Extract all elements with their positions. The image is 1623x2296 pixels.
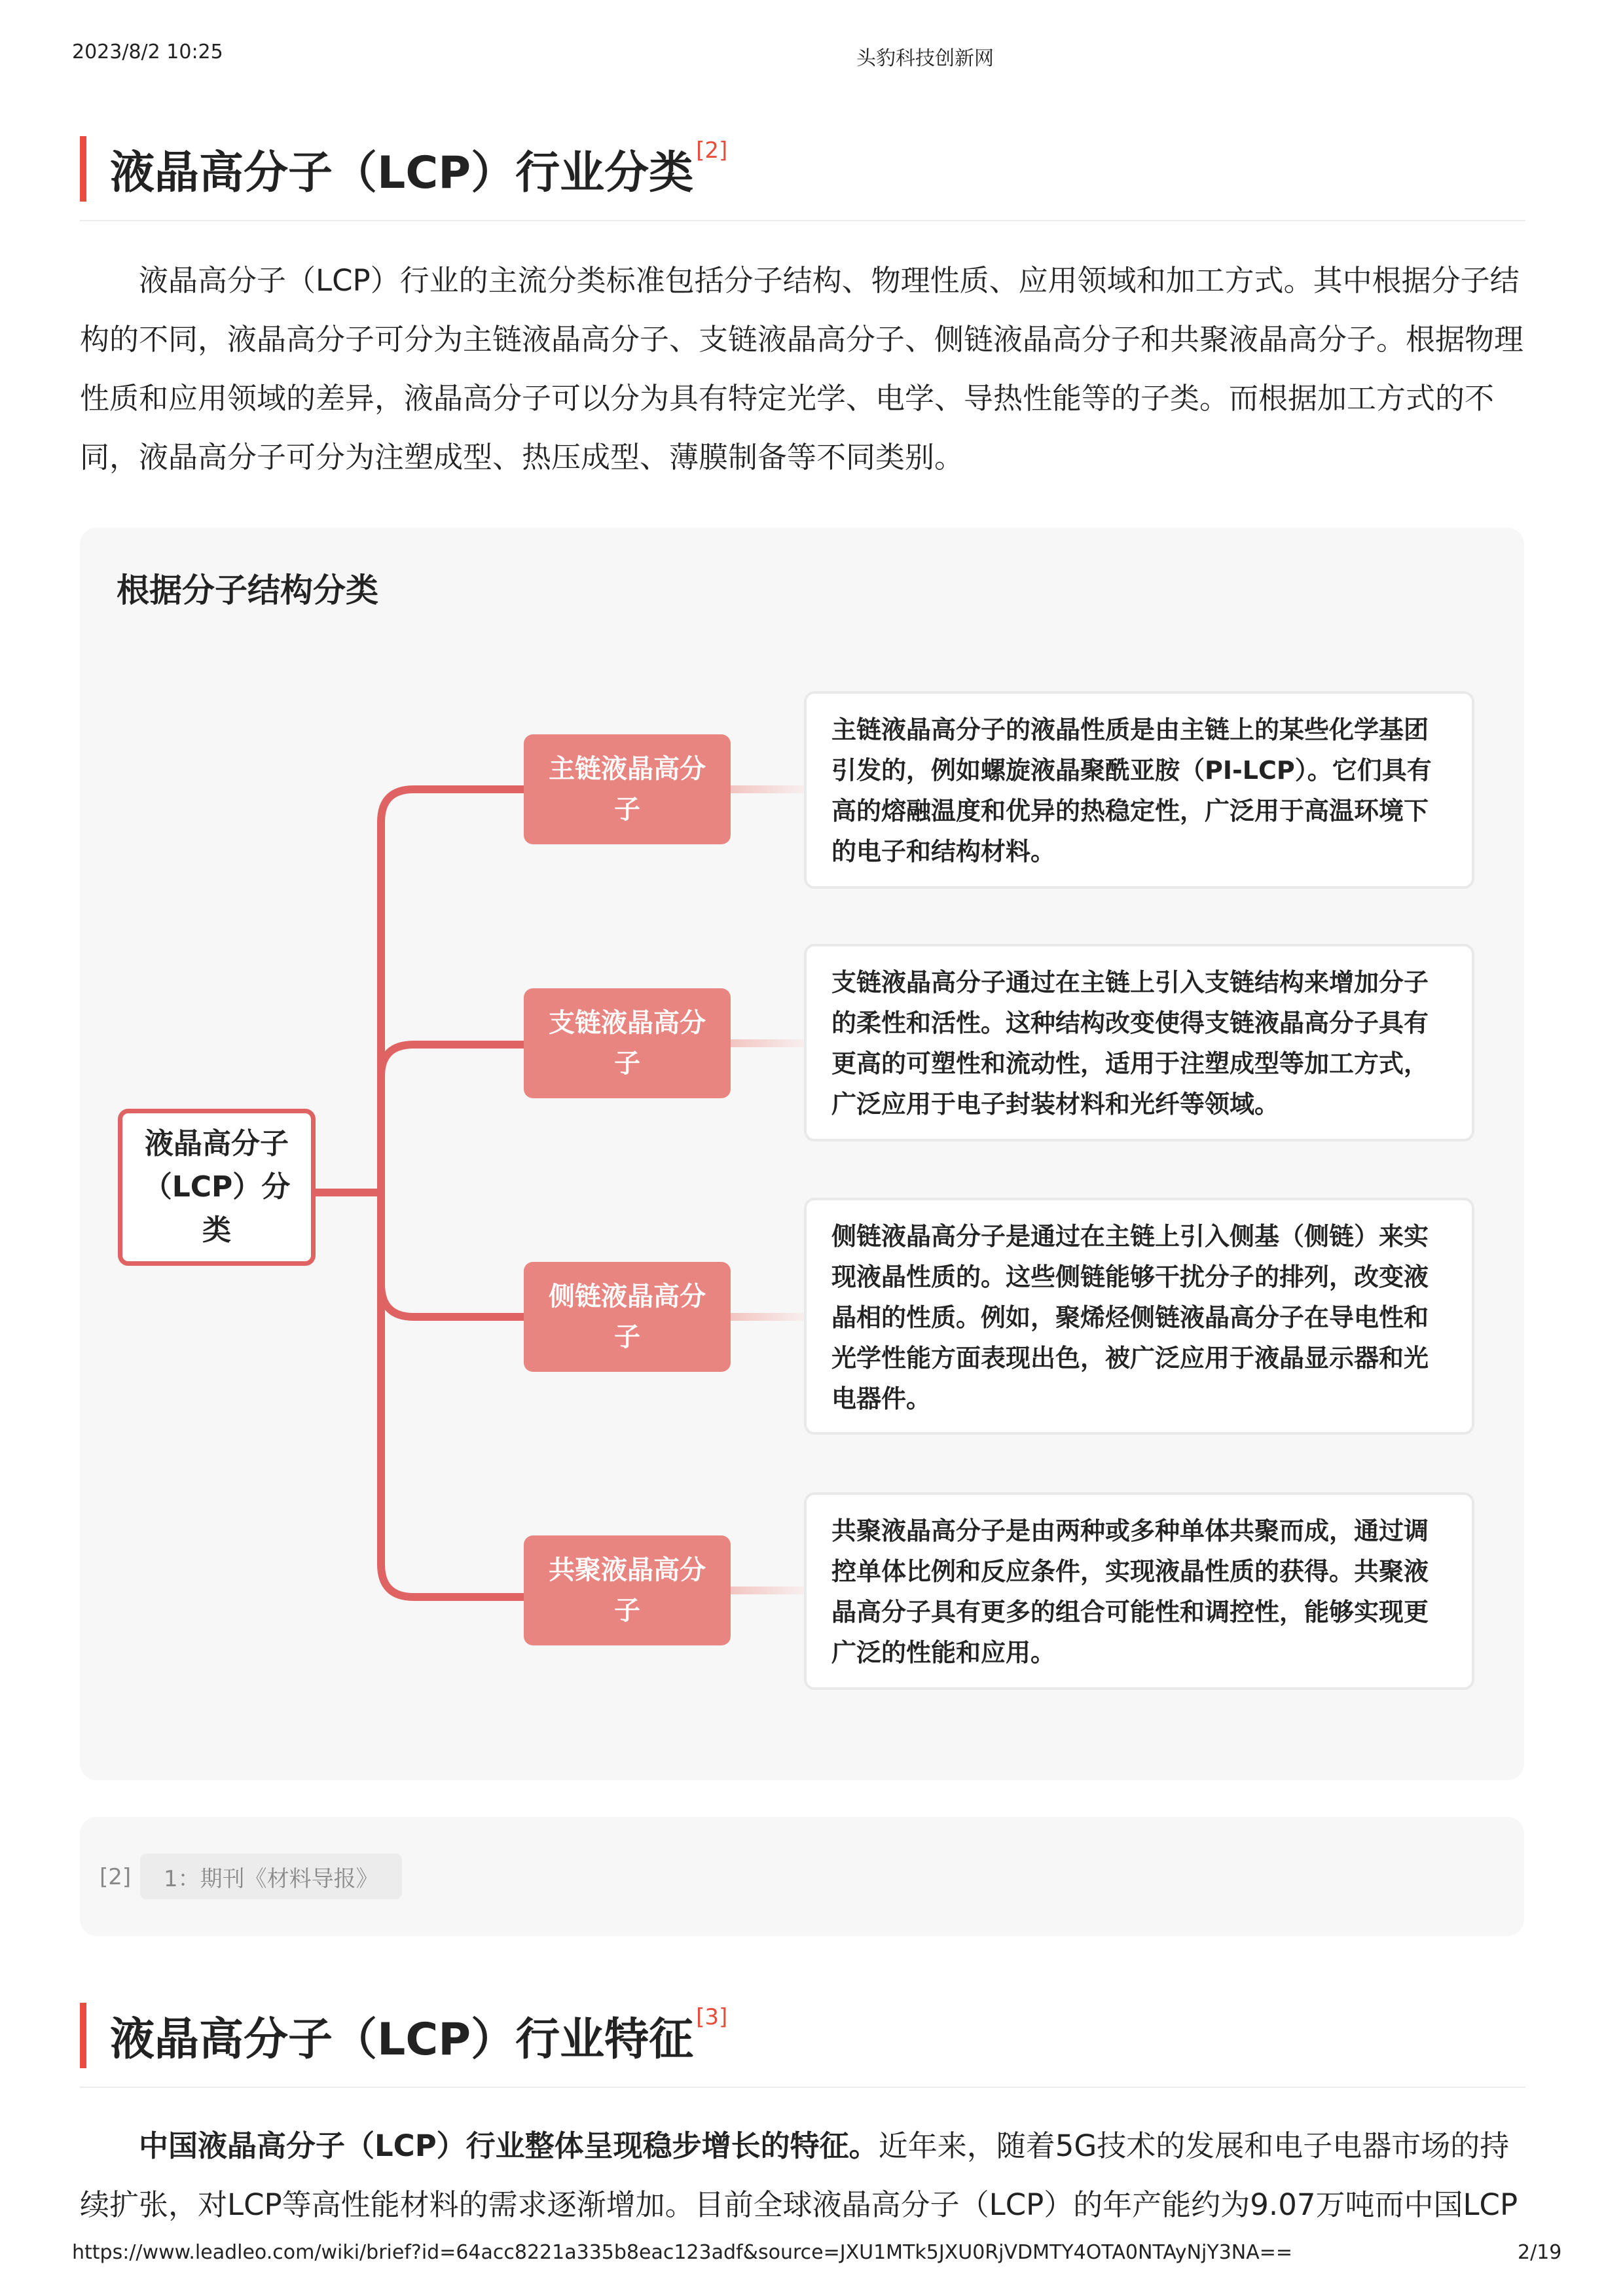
reference-tag: [2] xyxy=(100,1864,132,1890)
section-title-characteristics xyxy=(80,2003,727,2068)
reference-chip[interactable]: 1：期刊《材料导报》 xyxy=(140,1854,402,1899)
branch-connector-3 xyxy=(381,1284,524,1317)
print-timestamp: 2023/8/2 10:25 xyxy=(72,41,223,63)
leaf-connector xyxy=(731,1587,804,1594)
leaf-desc-copolymer: 共聚液晶高分子是由两种或多种单体共聚而成，通过调控单体比例和反应条件，实现液晶性质的获得。共聚液晶高分子具有更多的组合可能性和调控性，能够实现更广泛的性能和应用。 xyxy=(804,1492,1474,1690)
site-name: 头豹科技创新网 xyxy=(856,47,994,70)
citation-link[interactable]: [2] xyxy=(696,137,728,164)
page-number: 2/19 xyxy=(1518,2241,1562,2264)
leaf-connector xyxy=(731,1039,804,1047)
section-title-text: 液晶高分子（LCP）行业分类 xyxy=(110,147,694,199)
footer-url: https://www.leadleo.com/wiki/brief?id=64acc8221a335b8eac123adf&source=JXU1MTk5JXU0RjVDMTY4OTA0NTAyNjY3NA== xyxy=(72,2241,1293,2264)
characteristics-paragraph xyxy=(80,2117,1528,2234)
branch-node-main-chain: 主链液晶高分子 xyxy=(524,734,731,844)
root-node: 液晶高分子（LCP）分类 xyxy=(118,1109,316,1266)
branch-node-side-chain: 侧链液晶高分子 xyxy=(524,1262,731,1372)
branch-node-branched-chain: 支链液晶高分子 xyxy=(524,988,731,1098)
leaf-connector xyxy=(731,1313,804,1321)
section-title-text: 液晶高分子（LCP）行业特征 xyxy=(110,2013,694,2066)
leaf-connector xyxy=(731,785,804,793)
leaf-desc-side-chain: 侧链液晶高分子是通过在主链上引入侧基（侧链）来实现液晶性质的。这些侧链能够干扰分子的排列，改变液晶相的性质。例如，聚烯烃侧链液晶高分子在导电性和光学性能方面表现出色，被广泛应用于液晶显示器和光电器件。 xyxy=(804,1198,1474,1435)
paragraph-lead-sentence: 中国液晶高分子（LCP）行业整体呈现稳步增长的特征。 xyxy=(139,2128,879,2163)
paragraph-body: 近年来，随着5G技术的发展和电子电器市场的持续扩张，对LCP等高性能材料的需求逐渐增加。目前全球液晶高分子（LCP）的年产能约为9.07万吨而中国LCP xyxy=(80,2128,1518,2222)
section-divider xyxy=(80,2087,1525,2088)
branch-connector-2 xyxy=(381,1045,524,1076)
branch-node-copolymer: 共聚液晶高分子 xyxy=(524,1535,731,1645)
trunk-connector xyxy=(381,789,524,1597)
citation-link[interactable]: [3] xyxy=(696,2004,728,2030)
leaf-desc-branched-chain: 支链液晶高分子通过在主链上引入支链结构来增加分子的柔性和活性。这种结构改变使得支链液晶高分子具有更高的可塑性和流动性，适用于注塑成型等加工方式，广泛应用于电子封装材料和光纤等领域。 xyxy=(804,944,1474,1141)
classification-paragraph: 液晶高分子（LCP）行业的主流分类标准包括分子结构、物理性质、应用领域和加工方式。其中根据分子结构的不同，液晶高分子可分为主链液晶高分子、支链液晶高分子、侧链液晶高分子和共聚液晶高分子。根据物理性质和应用领域的差异，液晶高分子可以分为具有特定光学、电学、导热性能等的子类。而根据加工方式的不同，液晶高分子可分为注塑成型、热压成型、薄膜制备等不同类别。 xyxy=(80,263,1524,475)
leaf-desc-main-chain: 主链液晶高分子的液晶性质是由主链上的某些化学基团引发的，例如螺旋液晶聚酰亚胺（PI-LCP）。它们具有高的熔融温度和优异的热稳定性，广泛用于高温环境下的电子和结构材料。 xyxy=(804,691,1474,889)
diagram-title: 根据分子结构分类 xyxy=(117,571,378,609)
